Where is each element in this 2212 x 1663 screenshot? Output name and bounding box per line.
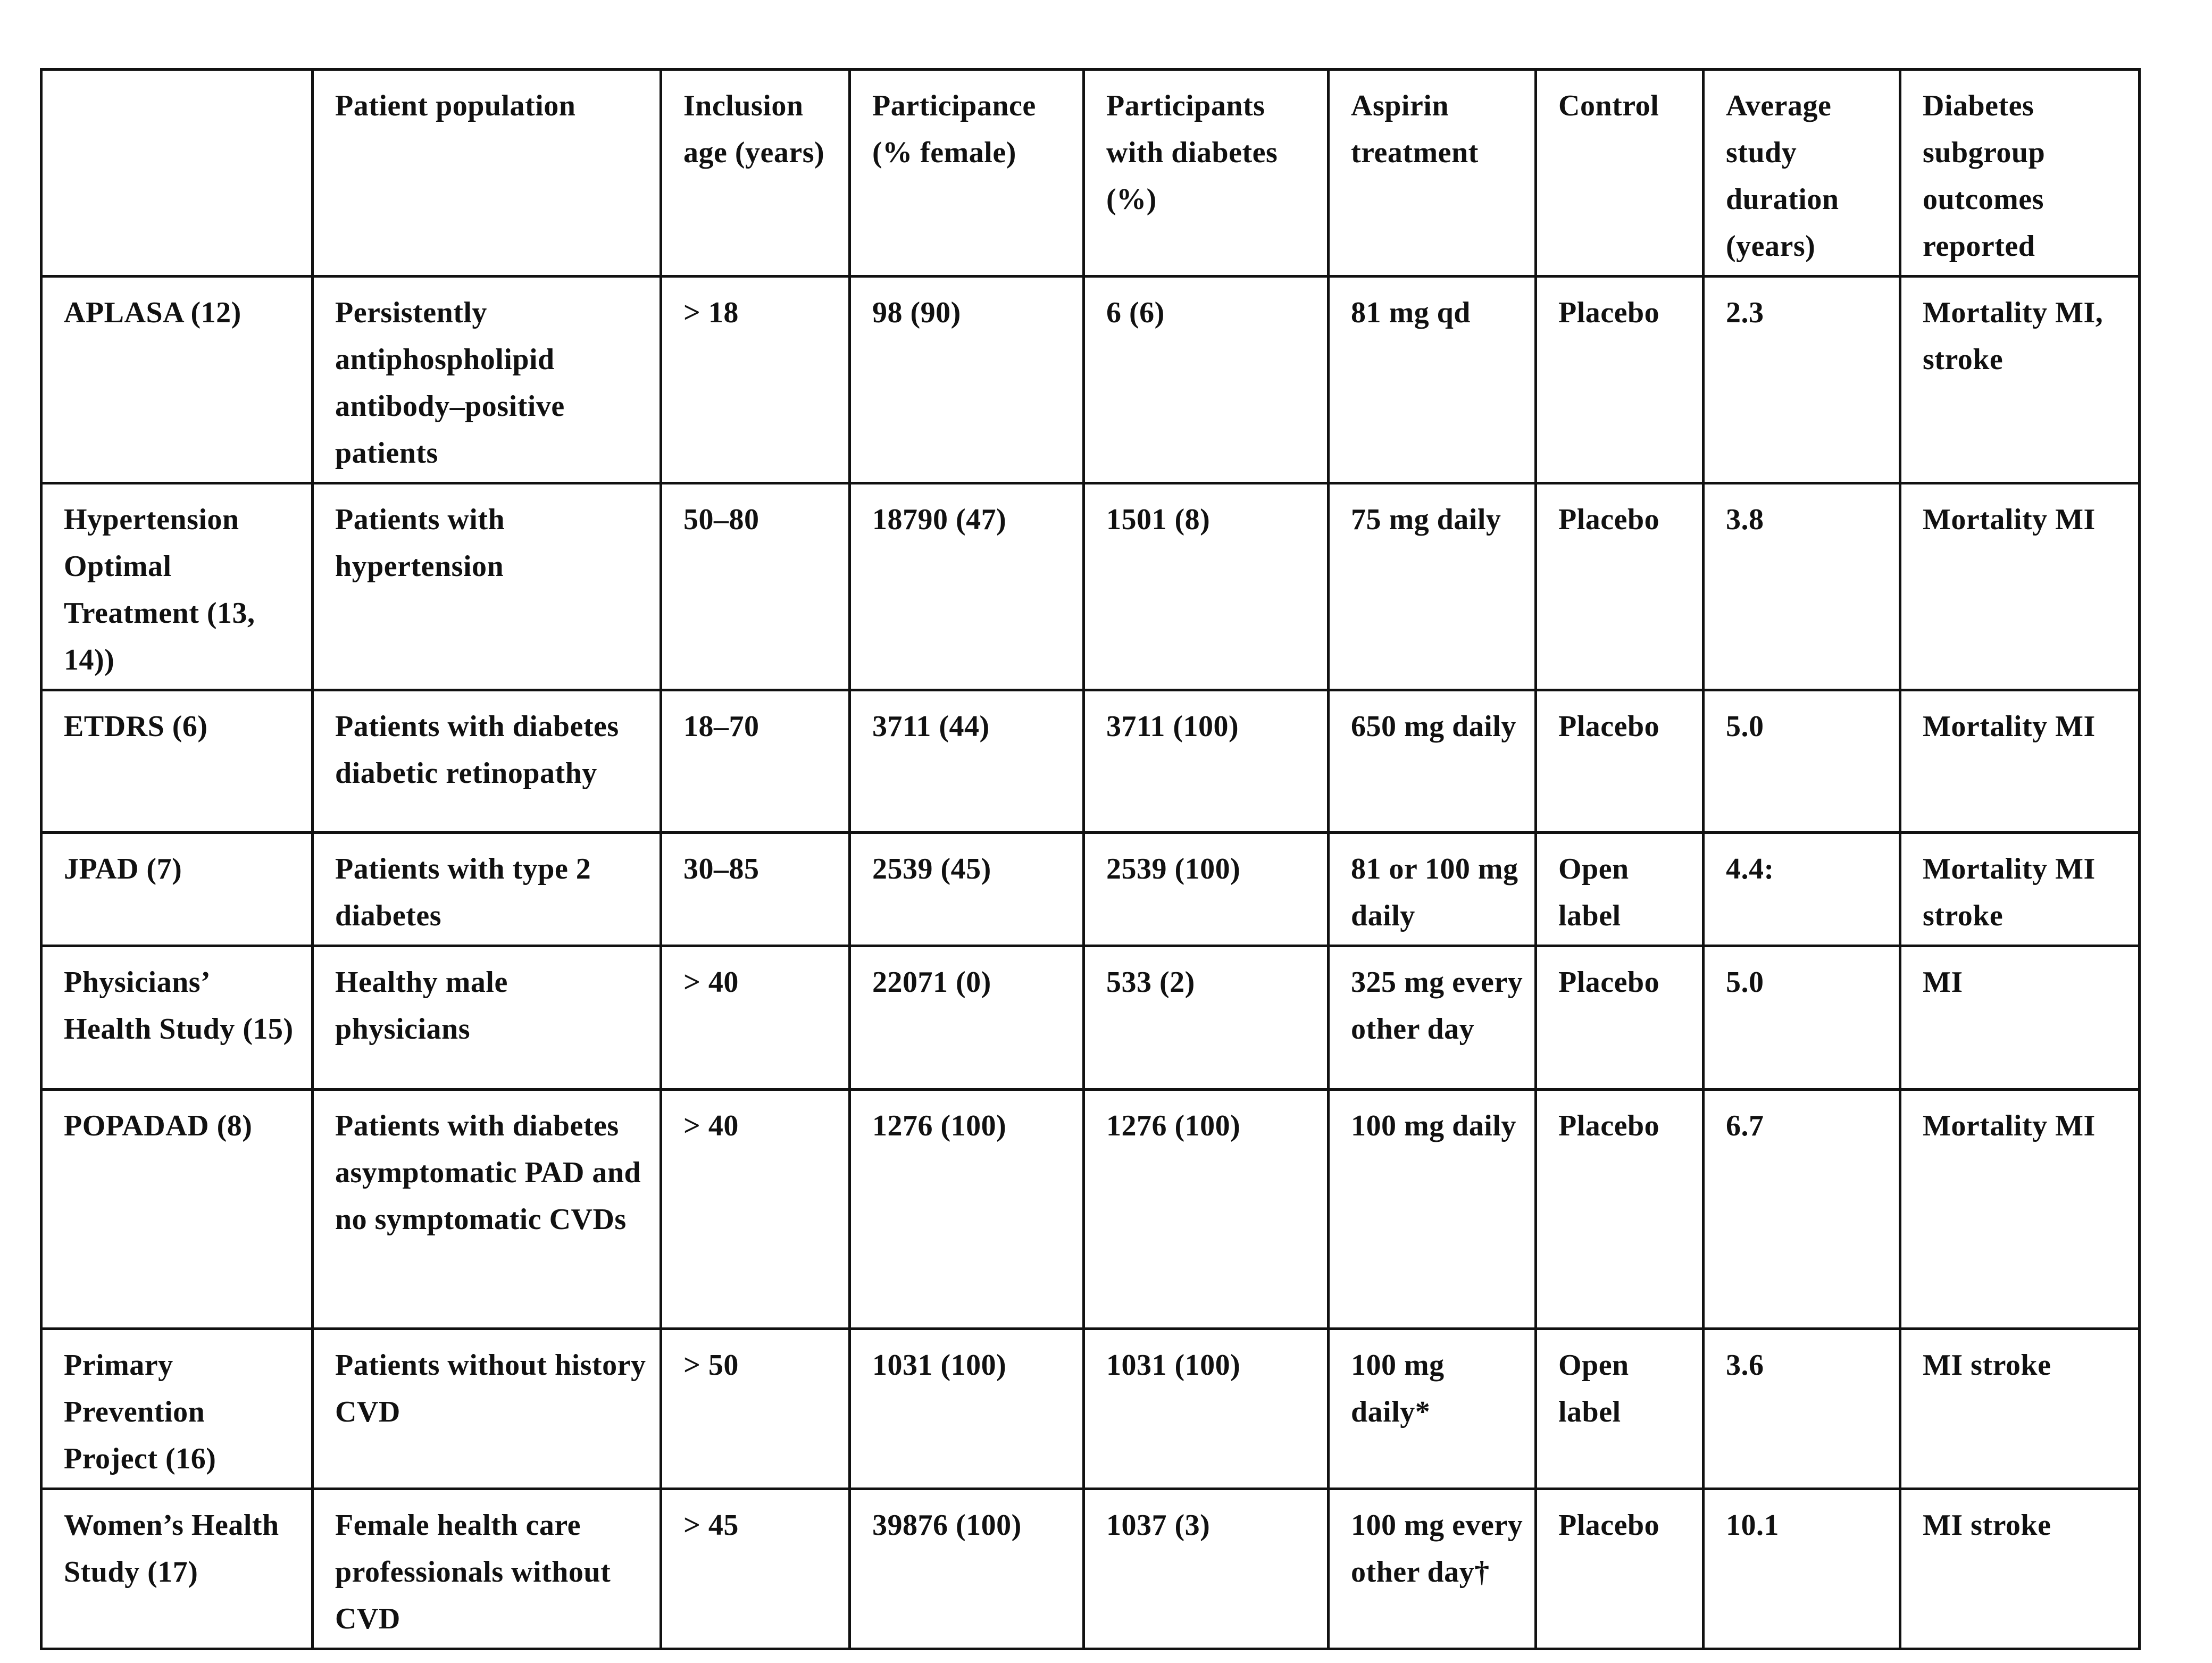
document-page (40, 68, 2138, 1650)
participance: 22071 (0) (850, 946, 1084, 1090)
header-inclusion-age: Inclusion age (years) (661, 70, 850, 277)
inclusion-age: 18–70 (661, 690, 850, 833)
aspirin-trials-table (40, 68, 2141, 1650)
header-patient-population: Patient population (313, 70, 661, 277)
study-duration: 6.7 (1704, 1090, 1900, 1329)
table-row (41, 1329, 2140, 1489)
participants-with-diabetes: 6 (6) (1084, 277, 1329, 483)
header-participants-with-diabetes: Participants with diabetes (%) (1084, 70, 1329, 277)
patient-population: Healthy male physicians (313, 946, 661, 1090)
control: Placebo (1536, 277, 1704, 483)
patient-population: Female health care professionals without CVD (313, 1489, 661, 1649)
participants-with-diabetes: 2539 (100) (1084, 833, 1329, 946)
control: Placebo (1536, 483, 1704, 690)
aspirin-treatment: 81 or 100 mg daily (1329, 833, 1536, 946)
study-name: ETDRS (6) (41, 690, 313, 833)
participance: 2539 (45) (850, 833, 1084, 946)
participance: 1031 (100) (850, 1329, 1084, 1489)
patient-population: Patients with diabetes asymptomatic PAD and no symptomatic CVDs (313, 1090, 661, 1329)
inclusion-age: > 50 (661, 1329, 850, 1489)
patient-population: Patients without history CVD (313, 1329, 661, 1489)
participance: 98 (90) (850, 277, 1084, 483)
table-header-row (41, 70, 2140, 277)
study-duration: 2.3 (1704, 277, 1900, 483)
study-name: JPAD (7) (41, 833, 313, 946)
table-row (41, 1489, 2140, 1649)
aspirin-treatment: 100 mg daily* (1329, 1329, 1536, 1489)
participants-with-diabetes: 1031 (100) (1084, 1329, 1329, 1489)
subgroup-outcomes: MI (1900, 946, 2140, 1090)
participance: 18790 (47) (850, 483, 1084, 690)
header-participance: Participance (% female) (850, 70, 1084, 277)
control: Placebo (1536, 1489, 1704, 1649)
study-duration: 3.8 (1704, 483, 1900, 690)
participance: 39876 (100) (850, 1489, 1084, 1649)
subgroup-outcomes: Mortality MI stroke (1900, 833, 2140, 946)
aspirin-treatment: 650 mg daily (1329, 690, 1536, 833)
aspirin-treatment: 325 mg every other day (1329, 946, 1536, 1090)
patient-population: Patients with hypertension (313, 483, 661, 690)
participance: 1276 (100) (850, 1090, 1084, 1329)
study-name: Physicians’ Health Study (15) (41, 946, 313, 1090)
participance: 3711 (44) (850, 690, 1084, 833)
inclusion-age: 50–80 (661, 483, 850, 690)
study-name: APLASA (12) (41, 277, 313, 483)
participants-with-diabetes: 533 (2) (1084, 946, 1329, 1090)
study-duration: 3.6 (1704, 1329, 1900, 1489)
table-row (41, 483, 2140, 690)
patient-population: Patients with type 2 diabetes (313, 833, 661, 946)
aspirin-treatment: 100 mg every other day† (1329, 1489, 1536, 1649)
study-duration: 5.0 (1704, 946, 1900, 1090)
participants-with-diabetes: 3711 (100) (1084, 690, 1329, 833)
header-control: Control (1536, 70, 1704, 277)
table-row (41, 277, 2140, 483)
inclusion-age: > 40 (661, 1090, 850, 1329)
aspirin-treatment: 75 mg daily (1329, 483, 1536, 690)
study-name: POPADAD (8) (41, 1090, 313, 1329)
inclusion-age: 30–85 (661, 833, 850, 946)
participants-with-diabetes: 1501 (8) (1084, 483, 1329, 690)
participants-with-diabetes: 1276 (100) (1084, 1090, 1329, 1329)
subgroup-outcomes: MI stroke (1900, 1329, 2140, 1489)
study-name: Women’s Health Study (17) (41, 1489, 313, 1649)
study-duration: 10.1 (1704, 1489, 1900, 1649)
participants-with-diabetes: 1037 (3) (1084, 1489, 1329, 1649)
control: Placebo (1536, 946, 1704, 1090)
table-row (41, 946, 2140, 1090)
subgroup-outcomes: Mortality MI, stroke (1900, 277, 2140, 483)
control: Placebo (1536, 1090, 1704, 1329)
patient-population: Persistently antiphospholipid antibody–positive patients (313, 277, 661, 483)
inclusion-age: > 18 (661, 277, 850, 483)
study-duration: 4.4: (1704, 833, 1900, 946)
table-row (41, 690, 2140, 833)
subgroup-outcomes: MI stroke (1900, 1489, 2140, 1649)
header-diabetes-subgroup-outcomes: Diabetes subgroup outcomes reported (1900, 70, 2140, 277)
aspirin-treatment: 100 mg daily (1329, 1090, 1536, 1329)
subgroup-outcomes: Mortality MI (1900, 690, 2140, 833)
control: Placebo (1536, 690, 1704, 833)
aspirin-treatment: 81 mg qd (1329, 277, 1536, 483)
table-row (41, 833, 2140, 946)
study-duration: 5.0 (1704, 690, 1900, 833)
table-row (41, 1090, 2140, 1329)
patient-population: Patients with diabetes diabetic retinopathy (313, 690, 661, 833)
study-name: Hypertension Optimal Treatment (13, 14)) (41, 483, 313, 690)
subgroup-outcomes: Mortality MI (1900, 483, 2140, 690)
control: Open label (1536, 833, 1704, 946)
subgroup-outcomes: Mortality MI (1900, 1090, 2140, 1329)
study-name: Primary Prevention Project (16) (41, 1329, 313, 1489)
header-study (41, 70, 313, 277)
header-average-study-duration: Average study duration (years) (1704, 70, 1900, 277)
control: Open label (1536, 1329, 1704, 1489)
inclusion-age: > 40 (661, 946, 850, 1090)
header-aspirin-treatment: Aspirin treatment (1329, 70, 1536, 277)
inclusion-age: > 45 (661, 1489, 850, 1649)
